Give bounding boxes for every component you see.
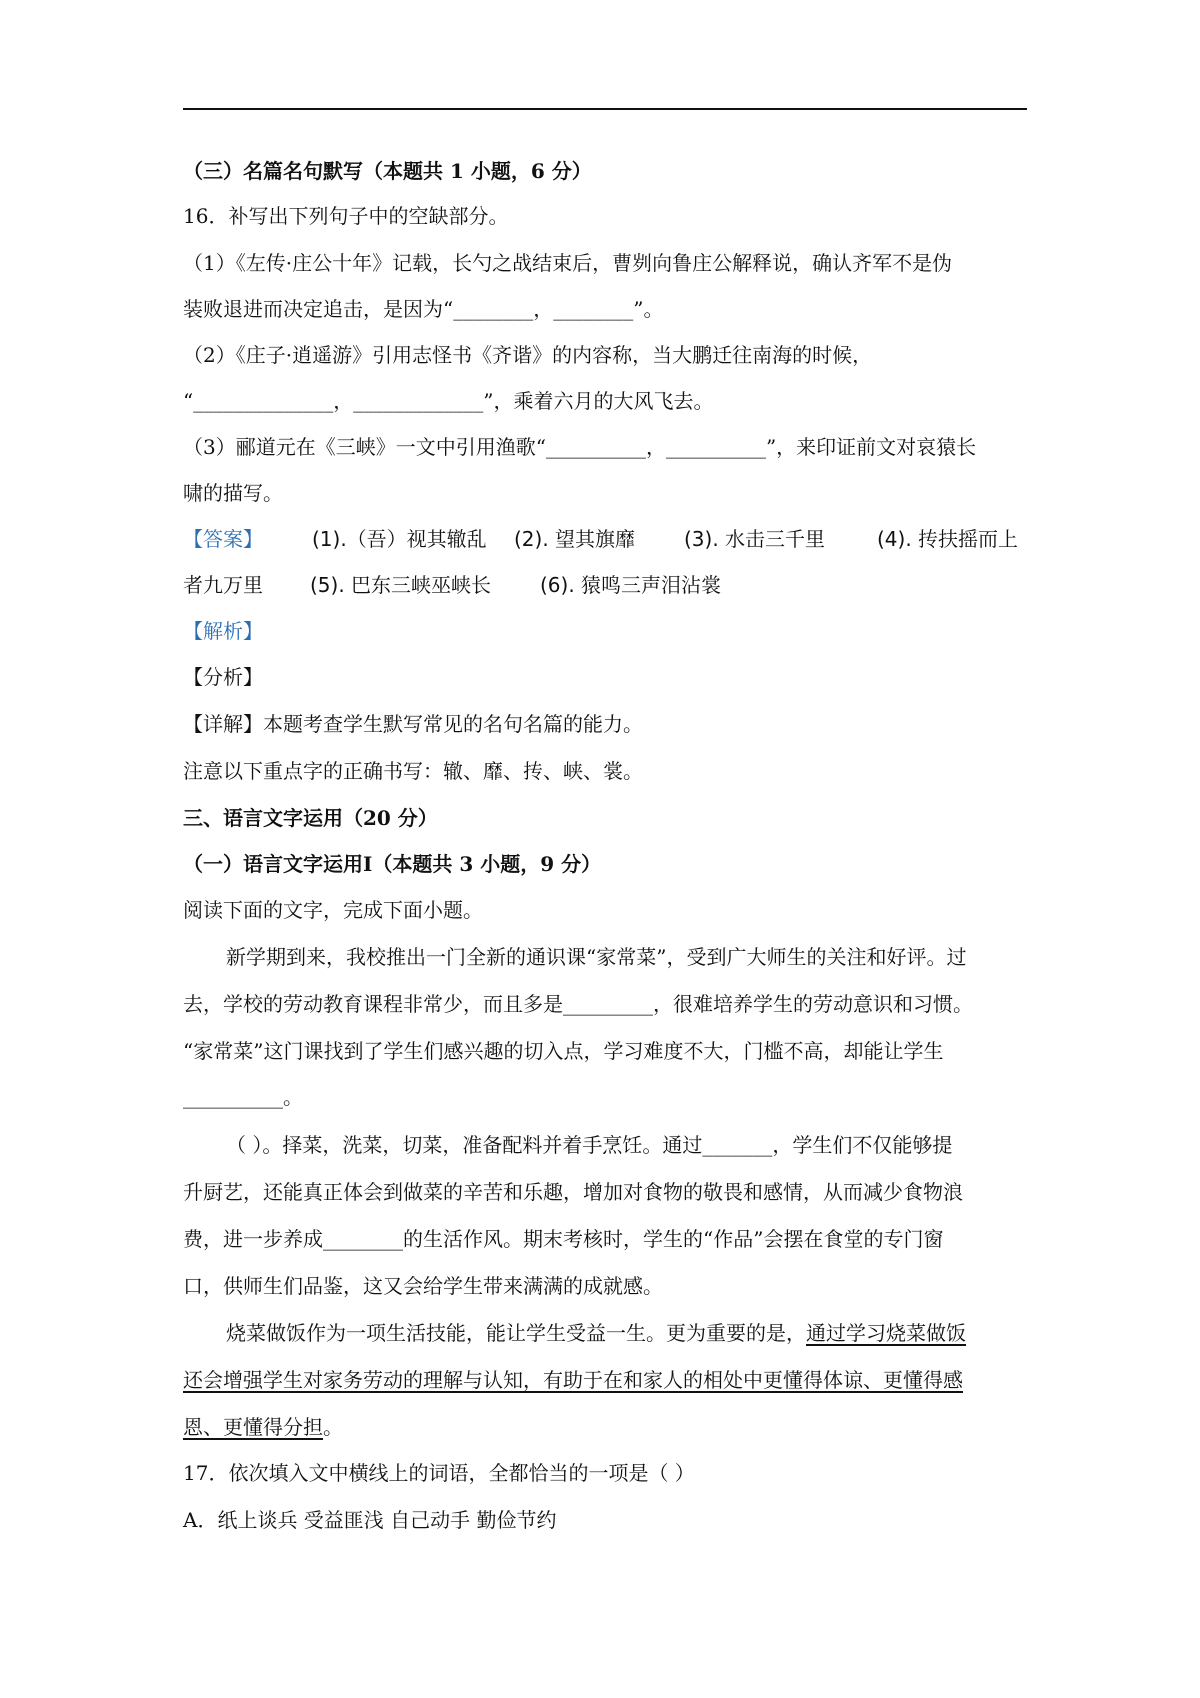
question-16-part3-line2: 啸的描写。 bbox=[183, 481, 283, 505]
answer-item-5: (5). 巴东三峡巫峡长 bbox=[310, 573, 492, 597]
reading-prompt: 阅读下面的文字，完成下面小题。 bbox=[183, 898, 483, 922]
note-text: 注意以下重点字的正确书写：辙、靡、抟、峡、裳。 bbox=[183, 759, 643, 783]
detail-text: 【详解】本题考查学生默写常见的名句名篇的能力。 bbox=[183, 712, 643, 736]
passage-p3-line1 bbox=[226, 1318, 966, 1348]
passage-p3-underlined-line2: 还会增强学生对家务劳动的理解与认知，有助于在和家人的相处中更懂得体谅、更懂得感 bbox=[183, 1368, 963, 1392]
passage-p2-line1: （ ）。择菜，洗菜，切菜，准备配料并着手烹饪。通过_______，学生们不仅能够提 bbox=[226, 1133, 953, 1157]
question-17-stem: 17．依次填入文中横线上的词语，全都恰当的一项是（ ） bbox=[183, 1461, 695, 1485]
passage-p3-line3 bbox=[183, 1412, 343, 1442]
question-16-part2-line1: （2）《庄子·逍遥游》引用志怪书《齐谐》的内容称，当大鹏迁往南海的时候， bbox=[183, 343, 873, 367]
passage-p3-period: 。 bbox=[323, 1415, 343, 1439]
answer-tag: 【答案】 bbox=[183, 527, 263, 551]
answer-item-4-continued: 者九万里 bbox=[183, 573, 263, 597]
question-17-option-a: A．纸上谈兵 受益匪浅 自己动手 勤俭节约 bbox=[183, 1508, 557, 1532]
header-rule bbox=[183, 108, 1027, 110]
passage-p3-line1-text: 烧菜做饭作为一项生活技能，能让学生受益一生。更为重要的是， bbox=[226, 1321, 806, 1345]
answer-item-4: (4). 抟扶摇而上 bbox=[877, 527, 1019, 551]
passage-p1-line2: 去，学校的劳动教育课程非常少，而且多是_________，很难培养学生的劳动意识和习惯。 bbox=[183, 992, 973, 1016]
question-16-part1-line1: （1）《左传·庄公十年》记载，长勺之战结束后，曹刿向鲁庄公解释说，确认齐军不是伪 bbox=[183, 251, 953, 275]
analysis-tag: 【解析】 bbox=[183, 619, 263, 643]
section-heading: （三）名篇名句默写（本题共 1 小题，6 分） bbox=[183, 159, 592, 183]
passage-p3-underlined-end: 恩、更懂得分担 bbox=[183, 1415, 323, 1439]
answer-item-2: (2). 望其旗靡 bbox=[514, 527, 636, 551]
analysis-label: 【分析】 bbox=[183, 665, 263, 689]
passage-p3-underlined-start: 通过学习烧菜做饭 bbox=[806, 1321, 966, 1345]
question-16-part3-line1: （3）郦道元在《三峡》一文中引用渔歌“__________，__________”，来印证前文对哀猿长 bbox=[183, 435, 977, 459]
passage-p2-line2: 升厨艺，还能真正体会到做菜的辛苦和乐趣，增加对食物的敬畏和感情，从而减少食物浪 bbox=[183, 1180, 963, 1204]
answer-item-1: (1).（吾）视其辙乱 bbox=[312, 527, 487, 551]
answer-item-6: (6). 猿鸣三声泪沾裳 bbox=[540, 573, 722, 597]
answer-item-3: (3). 水击三千里 bbox=[684, 527, 826, 551]
passage-p1-line1: 新学期到来，我校推出一门全新的通识课“家常菜”，受到广大师生的关注和好评。过 bbox=[226, 945, 967, 969]
question-16-part1-line2: 装败退进而决定追击，是因为“________，________”。 bbox=[183, 297, 664, 321]
passage-p2-line3: 费，进一步养成________的生活作风。期末考核时，学生的“作品”会摆在食堂的专门窗 bbox=[183, 1227, 944, 1251]
passage-p2-line4: 口，供师生们品鉴，这又会给学生带来满满的成就感。 bbox=[183, 1274, 663, 1298]
section-three-sub-heading: （一）语言文字运用Ⅰ（本题共 3 小题，9 分） bbox=[183, 852, 602, 876]
passage-p1-line4: __________。 bbox=[183, 1085, 303, 1109]
passage-p1-line3: “家常菜”这门课找到了学生们感兴趣的切入点，学习难度不大，门槛不高，却能让学生 bbox=[183, 1039, 944, 1063]
section-three-heading: 三、语言文字运用（20 分） bbox=[183, 806, 438, 830]
question-16-part2-line2: “______________，_____________”，乘着六月的大风飞去。 bbox=[183, 389, 714, 413]
question-16-stem: 16．补写出下列句子中的空缺部分。 bbox=[183, 204, 509, 228]
